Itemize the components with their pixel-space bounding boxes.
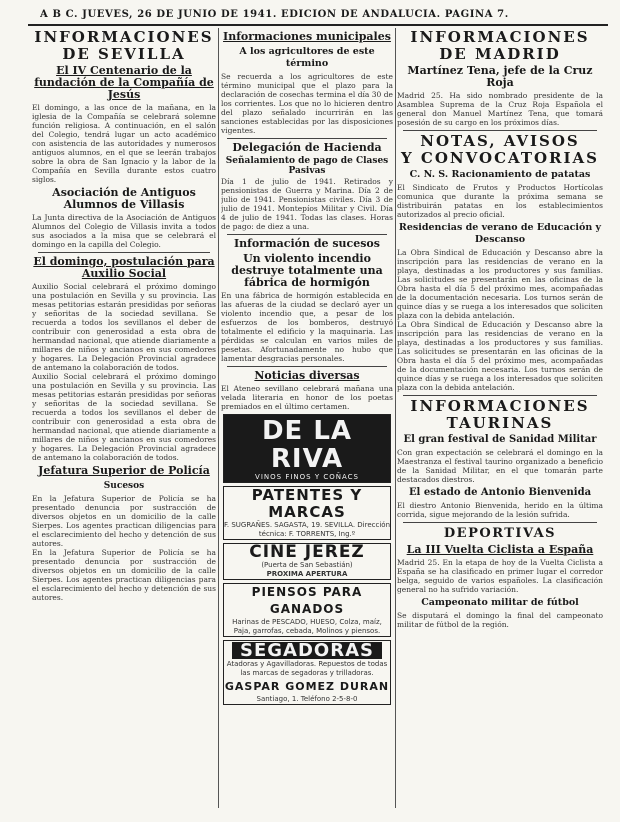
advert-title: GASPAR GOMEZ DURAN [224, 680, 390, 693]
section-title: DEPORTIVAS [443, 526, 557, 541]
section-title: DE SEVILLA [62, 45, 186, 63]
advert-cine-jerez [223, 543, 391, 580]
article-subhead: Señalamiento de pago de Clases Pasivas [225, 156, 389, 176]
article-headline: Residencias de verano de Educación y Descanso [398, 222, 602, 245]
advert-text: F. SUGRAÑES. SAGASTA, 19. SEVILLA. Dirección técnica: F. TORRENTS, Ing.º [224, 521, 391, 538]
advert-text: Harinas de PESCADO, HUESO, Colza, maíz, Paja, garrofas, cebada, Molinos y piensos. [232, 618, 382, 635]
article-body: Madrid 25. En la etapa de hoy de la Vuelta Ciclista a España se ha clasificado en primer lugar el corredor belga, seguido de varios españoles. La clasificación general no ha sufrido variación. [397, 558, 603, 594]
article-body: Auxilio Social celebrará el próximo domingo una postulación en Sevilla y su provincia. Las mesas petitorias estarán presididas por señoras y señoritas de la sociedad sevillana. Se recuerda a todos los sevillanos el deber de contribuir con generosidad a esta obra de hermandad nacional, que atiende diariamente a millares de niños y ancianos en sus comedores y hogares. La Delegación Provincial agradece de antemano la colaboración de todos. [32, 282, 216, 372]
article-body: El diestro Antonio Bienvenida, herido en la última corrida, sigue mejorando de la lesión sufrida. [397, 501, 603, 519]
article-body: En una fábrica de hormigón establecida en las afueras de la ciudad se declaró ayer un violento incendio que, a pesar de los esfuerzos de los bomberos, destruyó totalmente el edificio y la maquinaria. Las pérdidas se calculan en varios miles de pesetas. Afortunadamente no hubo que lamentar desgracias personales. [221, 291, 393, 363]
column-divider [395, 28, 396, 808]
advert-text: PROXIMA APERTURA [266, 570, 348, 578]
advert-piensos [223, 583, 391, 637]
divider [38, 252, 210, 253]
advert-title: DE LA RIVA [261, 416, 353, 474]
article-body: Día 1 de julio de 1941. Retirados y pensionistas de Guerra y Marina. Día 2 de julio de 1941. Pensionistas civiles. Día 3 de julio de 1941. Montepíos Militar y Civil. Día 4 de julio de 1941. Todas las clases. Horas de pago: de diez a una. [221, 177, 393, 231]
divider [227, 366, 387, 367]
advert-text: (Puerta de San Sebastián) [261, 561, 353, 569]
advert-text: Atadoras y Agavilladoras. Repuestos de todas las marcas de segadoras y trilladoras. [226, 660, 388, 677]
running-head: A B C. JUEVES, 26 DE JUNIO DE 1941. EDICION DE ANDALUCIA. PAGINA 7. [40, 9, 509, 20]
advert-de-la-riva [223, 414, 391, 483]
column-left [32, 28, 216, 808]
section-title: NOTAS, AVISOS [420, 132, 580, 150]
article-headline: Noticias diversas [254, 369, 360, 382]
article-headline: El gran festival de Sanidad Militar [403, 434, 597, 445]
article-headline: Martínez Tena, jefe de la Cruz Roja [407, 64, 593, 89]
column-middle [221, 28, 393, 808]
advert-title: CINE JEREZ [249, 543, 365, 562]
article-headline: El estado de Antonio Bienvenida [408, 487, 592, 498]
advert-title: PIENSOS PARA GANADOS [251, 585, 363, 616]
article-headline: Informaciones municipales [223, 30, 391, 43]
article-body: El Ateneo sevillano celebrará mañana una velada literaria en honor de los poetas premiados en el último certamen. [221, 384, 393, 411]
advert-patentes [223, 486, 391, 540]
advert-text: Santiago, 1. Teléfono 2-5-8-0 [256, 695, 358, 703]
article-headline: Jefatura Superior de Policía [38, 464, 210, 477]
article-body: Con gran expectación se celebrará el domingo en la Maestranza el festival taurino organizado a beneficio de la Sanidad Militar, en el que tomarán parte destacados diestros. [397, 448, 603, 484]
article-body: El domingo, a las once de la mañana, en la iglesia de la Compañía se celebrará solemne función religiosa. A continuación, en el salón del Colegio, tendrá lugar un acto académico con asistencia de las autoridades y numerosos antiguos alumnos, en el que se leerán trabajos sobre la obra de San Ignacio y la labor de la Compañía en Sevilla durante estos cuatro siglos. [32, 103, 216, 184]
advert-subtitle: VINOS FINOS Y COÑACS [255, 473, 359, 481]
divider [403, 130, 597, 131]
advert-title: SEGADORAS [232, 642, 382, 659]
article-body: La Obra Sindical de Educación y Descanso abre la inscripción para las residencias de verano en la playa, destinadas a los productores y sus familias. Las solicitudes se presentarán en las oficinas de la Obra hasta el día 5 del próximo mes, acompañadas de la documentación necesaria. Los turnos serán de quince días y se ruega a los interesados que soliciten plaza con la debida antelación. [397, 320, 603, 392]
article-headline: Asociación de Antiguos Alumnos de Villasis [52, 186, 196, 211]
section-title: INFORMACIONES [34, 28, 214, 46]
article-body: La Obra Sindical de Educación y Descanso abre la inscripción para las residencias de verano en la playa, destinadas a los productores y sus familias. Las solicitudes se presentarán en las oficinas de la Obra hasta el día 5 del próximo mes, acompañadas de la documentación necesaria. Los turnos serán de quince días y se ruega a los interesados que soliciten plaza con la debida antelación. [397, 248, 603, 320]
article-body: La Junta directiva de la Asociación de Antiguos Alumnos del Colegio de Villasis invita a todos sus asociados a la misa que se celebrará el domingo en la capilla del Colegio. [32, 213, 216, 249]
advert-segadoras [223, 640, 391, 705]
section-title: INFORMACIONES [410, 28, 590, 46]
article-subhead: Un violento incendio destruye totalmente una fábrica de hormigón [231, 252, 383, 289]
section-title: Y CONVOCATORIAS [400, 149, 600, 167]
section-title: INFORMACIONES [410, 397, 590, 415]
section-title: DE MADRID [439, 45, 561, 63]
article-headline: Información de sucesos [234, 237, 380, 250]
article-headline: El IV Centenario de la fundación de la Compañía de Jesús [34, 64, 214, 101]
top-rule [28, 24, 608, 26]
article-headline: C. N. S. Racionamiento de patatas [409, 169, 591, 180]
article-subhead: A los agricultores de este término [239, 46, 375, 69]
divider [227, 234, 387, 235]
divider [403, 395, 597, 396]
article-body: Se recuerda a los agricultores de este término municipal que el plazo para la declaración de cosechas termina el día 30 de los corrientes. Los que no lo hicieren dentro del plazo señalado incurrirán en las sanciones establecidas por las disposiciones vigentes. [221, 72, 393, 135]
article-body: Auxilio Social celebrará el próximo domingo una postulación en Sevilla y su provincia. Las mesas petitorias estarán presididas por señoras y señoritas de la sociedad sevillana. Se recuerda a todos los sevillanos el deber de contribuir con generosidad a esta obra de hermandad nacional, que atiende diariamente a millares de niños y ancianos en sus comedores y hogares. La Delegación Provincial agradece de antemano la colaboración de todos. [32, 372, 216, 462]
column-right [397, 28, 603, 808]
article-headline: La III Vuelta Ciclista a España [406, 543, 594, 556]
article-body: En la Jefatura Superior de Policía se ha presentado denuncia por sustracción de diversos objetos en un domicilio de la calle Sierpes. Los agentes practican diligencias para el esclarecimiento del hecho y detención de sus autores. [32, 548, 216, 602]
article-headline: El domingo, postulación para Auxilio Social [33, 255, 215, 280]
article-body: Se disputará el domingo la final del campeonato militar de fútbol de la región. [397, 611, 603, 629]
article-subhead: Sucesos [103, 481, 145, 491]
section-title: TAURINAS [446, 414, 554, 432]
article-body: El Sindicato de Frutos y Productos Hortícolas comunica que durante la próxima semana se distribuirán patatas en los establecimientos autorizados al precio oficial. [397, 183, 603, 219]
article-body: En la Jefatura Superior de Policía se ha presentado denuncia por sustracción de diversos objetos en un domicilio de la calle Sierpes. Los agentes practican diligencias para el esclarecimiento del hecho y detención de sus autores. [32, 494, 216, 548]
article-headline: Campeonato militar de fútbol [421, 597, 579, 608]
divider [403, 522, 597, 523]
advert-title: PATENTES Y MARCAS [251, 486, 363, 521]
article-body: Madrid 25. Ha sido nombrado presidente de la Asamblea Suprema de la Cruz Roja Española el general don Manuel Martínez Tena, que tomará posesión de su cargo en los próximos días. [397, 91, 603, 127]
article-headline: Delegación de Hacienda [232, 141, 382, 154]
column-divider [218, 28, 219, 808]
divider [227, 138, 387, 139]
